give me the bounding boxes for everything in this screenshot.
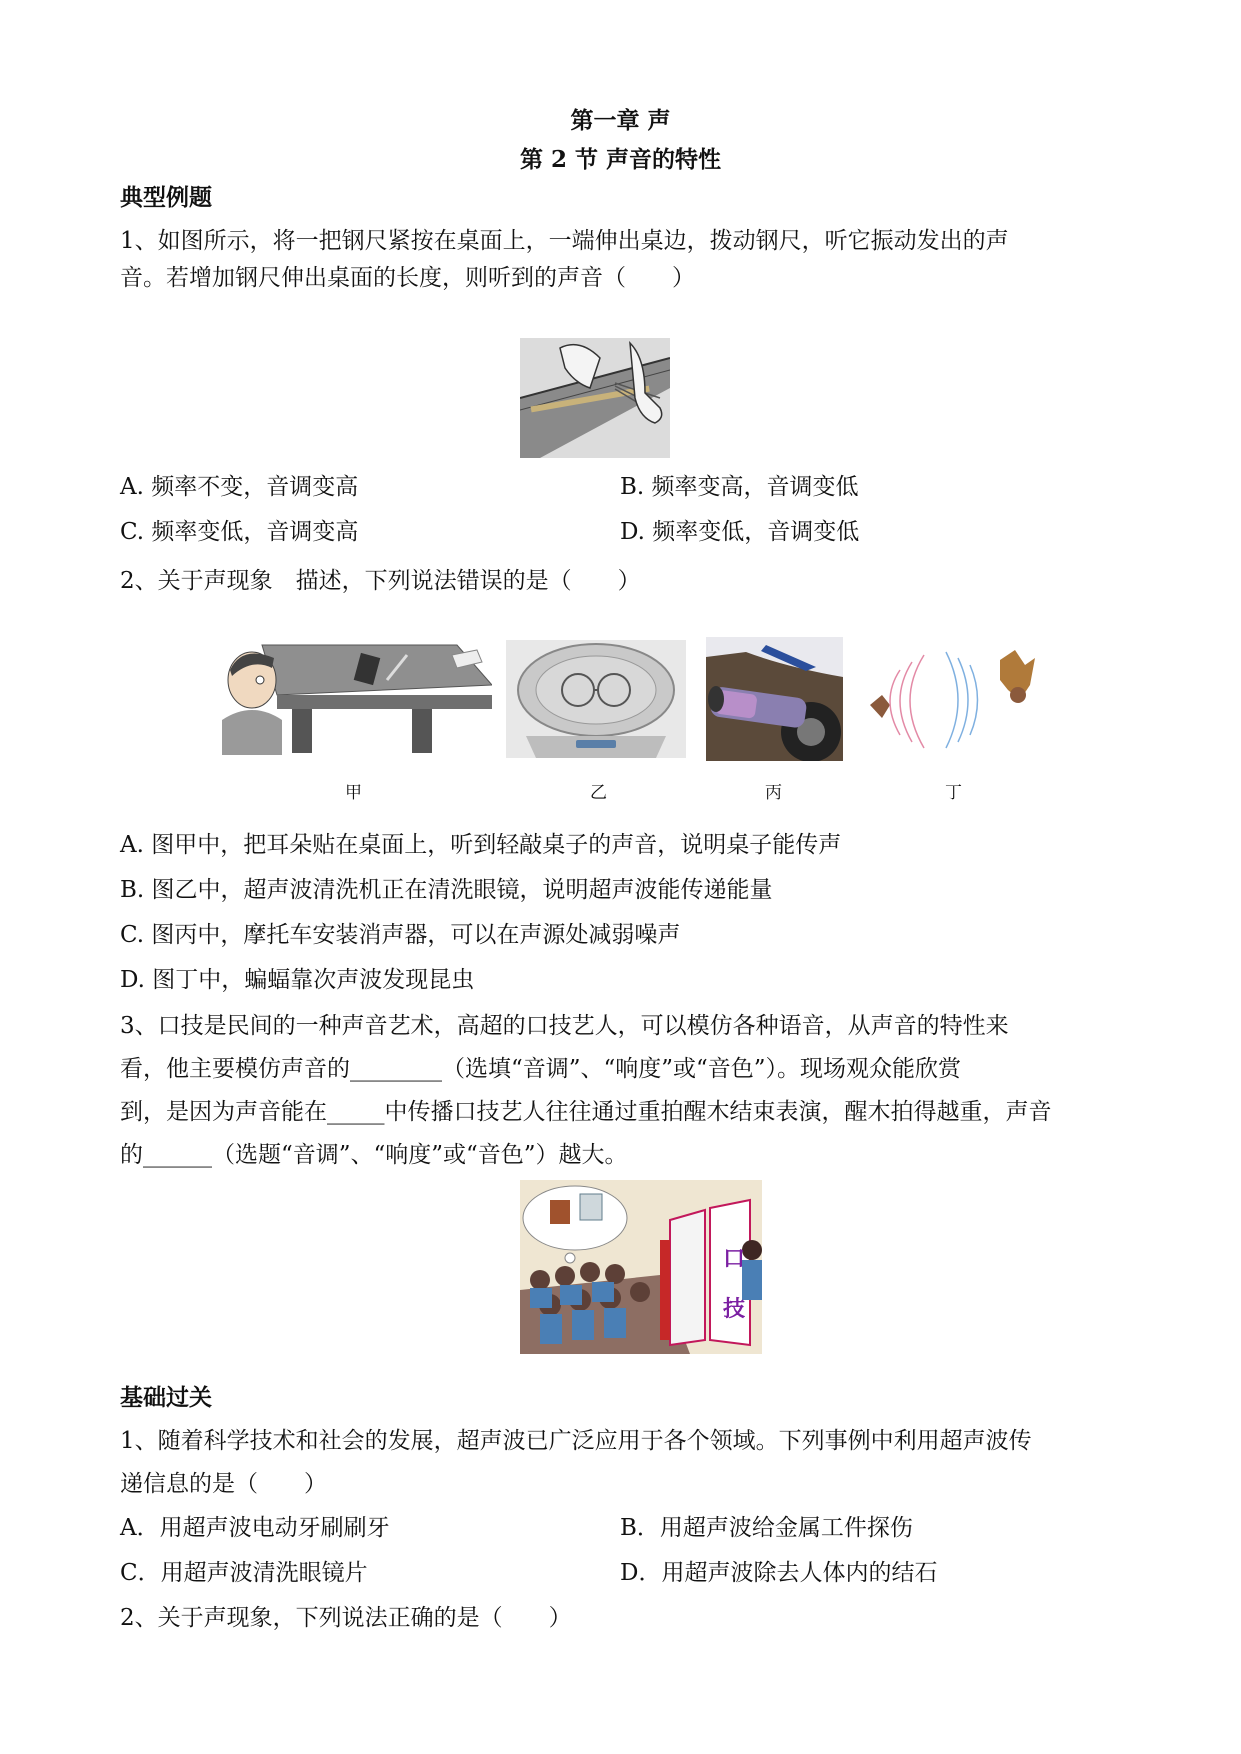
basics-heading: 基础过关 (120, 1384, 212, 1411)
basics-q1-option-d: D．用超声波除去人体内的结石 (620, 1560, 938, 1586)
figure-ding-bat-waves (860, 640, 1040, 758)
q1-option-b: B. 频率变高，音调变低 (620, 474, 859, 500)
q1-option-d: D. 频率变低，音调变低 (620, 519, 860, 545)
q2-stem: 2、关于声现象 描述，下列说法错误的是（ ） (120, 568, 641, 594)
figure-bing-motorcycle-muffler (706, 637, 843, 761)
basics-q1-stem-line1: 1、随着科学技术和社会的发展，超声波已广泛应用于各个领域。下列事例中利用超声波传 (120, 1428, 1032, 1454)
sign-text-kou: 口 (722, 1247, 745, 1272)
q3-stem-line4: 的______（选题“音调”、“响度”或“音色”）越大。 (120, 1142, 628, 1168)
caption-jia: 甲 (345, 783, 362, 803)
caption-yi: 乙 (590, 783, 607, 803)
section-title: 第 2 节 声音的特性 (519, 146, 722, 173)
q2-option-b: B. 图乙中，超声波清洗机正在清洗眼镜，说明超声波能传递能量 (120, 877, 773, 903)
q2-option-a: A. 图甲中，把耳朵贴在桌面上，听到轻敲桌子的声音，说明桌子能传声 (120, 832, 842, 858)
q1-stem-line1: 1、如图所示，将一把钢尺紧按在桌面上，一端伸出桌边，拨动钢尺，听它振动发出的声 (120, 228, 1009, 254)
caption-bing: 丙 (765, 783, 782, 803)
examples-heading: 典型例题 (120, 184, 212, 211)
figure-yi-ultrasonic-cleaner (506, 640, 686, 758)
q3-stem-line1: 3、口技是民间的一种声音艺术，高超的口技艺人，可以模仿各种语音，从声音的特性来 (120, 1013, 1009, 1039)
basics-q1-option-b: B．用超声波给金属工件探伤 (620, 1515, 913, 1541)
basics-q1-option-c: C．用超声波清洗眼镜片 (120, 1560, 368, 1586)
caption-ding: 丁 (945, 783, 962, 803)
basics-q2-stem: 2、关于声现象，下列说法正确的是（ ） (120, 1605, 572, 1631)
basics-q1-stem-line2: 递信息的是（ ） (120, 1471, 327, 1497)
sign-text-ji: 技 (722, 1297, 745, 1322)
q3-stem-line3: 到，是因为声音能在_____中传播口技艺人往往通过重拍醒木结束表演，醒木拍得越重，声音 (120, 1099, 1052, 1125)
ruler-desk-figure (520, 338, 670, 458)
kouji-performance-figure (520, 1180, 762, 1354)
figure-jia-table (222, 640, 492, 755)
q1-option-a: A. 频率不变，音调变高 (120, 474, 359, 500)
q3-stem-line2: 看，他主要模仿声音的________（选填“音调”、“响度”或“音色”）。现场观众能欣赏 (120, 1056, 962, 1082)
q2-option-c: C. 图丙中，摩托车安装消声器，可以在声源处减弱噪声 (120, 922, 681, 948)
chapter-title: 第一章 声 (570, 107, 671, 134)
q2-option-d: D. 图丁中，蝙蝠靠次声波发现昆虫 (120, 967, 475, 993)
q1-option-c: C. 频率变低，音调变高 (120, 519, 359, 545)
q1-stem-line2: 音。若增加钢尺伸出桌面的长度，则听到的声音（ ） (120, 265, 695, 291)
basics-q1-option-a: A．用超声波电动牙刷刷牙 (120, 1515, 390, 1541)
